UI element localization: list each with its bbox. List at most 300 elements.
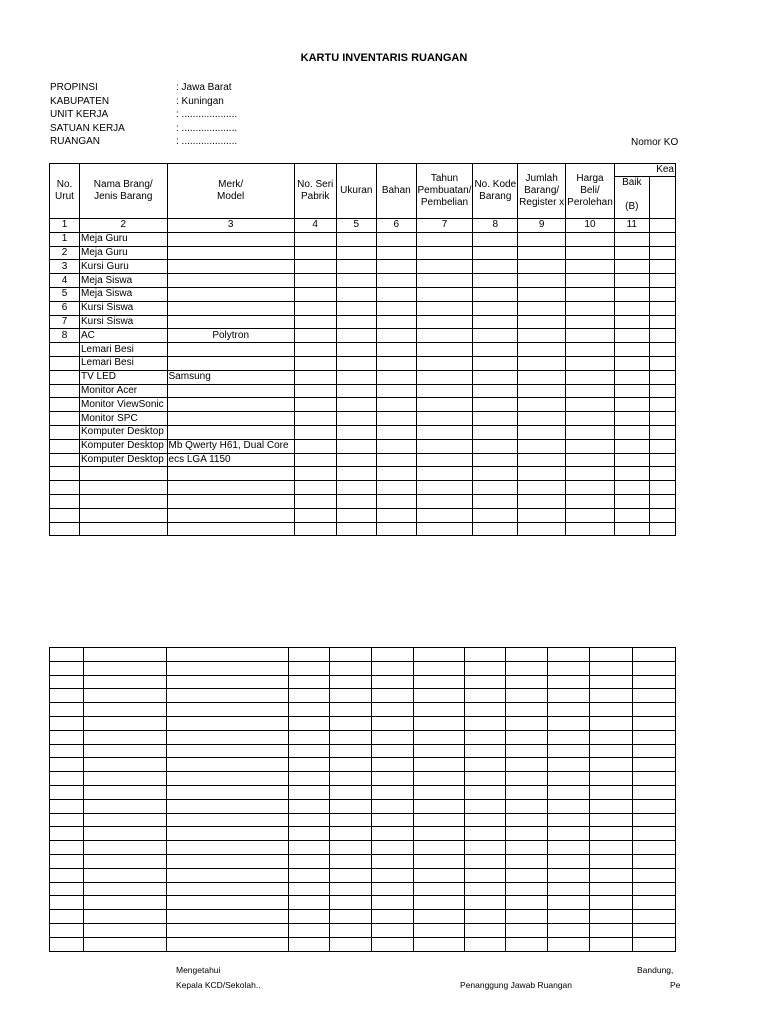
table-row [50, 453, 676, 467]
table-cell [50, 896, 84, 910]
table-cell [167, 703, 289, 717]
table-cell [371, 813, 414, 827]
table-cell [167, 827, 289, 841]
item-merk [167, 301, 294, 315]
table-cell [414, 854, 464, 868]
table-row [50, 689, 676, 703]
table-cell [294, 384, 336, 398]
item-merk [167, 356, 294, 370]
table-cell [464, 896, 505, 910]
table-cell [649, 329, 675, 343]
table-cell [649, 315, 675, 329]
table-cell [50, 675, 84, 689]
table-cell [505, 648, 548, 662]
table-cell [50, 882, 84, 896]
table-cell [371, 758, 414, 772]
header-merk: Merk/ Model [167, 164, 294, 219]
table-cell [548, 648, 590, 662]
table-cell [377, 274, 416, 288]
table-cell [590, 675, 633, 689]
table-cell [288, 772, 329, 786]
table-cell [473, 260, 518, 274]
table-cell [329, 744, 371, 758]
table-cell [548, 661, 590, 675]
table-cell [633, 785, 676, 799]
table-cell [505, 689, 548, 703]
item-number: 5 [50, 287, 80, 301]
table-row [50, 854, 676, 868]
info-value: : .................... [176, 136, 238, 148]
table-row [50, 508, 676, 522]
item-number: 8 [50, 329, 80, 343]
table-row [50, 315, 676, 329]
table-cell [377, 522, 416, 536]
table-cell [649, 522, 675, 536]
table-cell [288, 937, 329, 951]
table-cell [548, 730, 590, 744]
table-cell [505, 937, 548, 951]
table-cell [414, 841, 464, 855]
table-cell [548, 854, 590, 868]
table-cell [329, 675, 371, 689]
table-cell [414, 744, 464, 758]
item-name: Komputer Desktop [80, 439, 168, 453]
footer-bandung: Bandung, [637, 965, 674, 975]
table-cell [336, 453, 376, 467]
table-cell [464, 661, 505, 675]
table-cell [548, 799, 590, 813]
table-cell [336, 467, 376, 481]
table-cell [505, 716, 548, 730]
info-label: RUANGAN [50, 136, 101, 148]
table-row [50, 910, 676, 924]
table-cell [294, 453, 336, 467]
table-cell [84, 799, 167, 813]
table-cell [614, 481, 649, 495]
table-cell [50, 937, 84, 951]
item-name: Meja Siswa [80, 287, 168, 301]
table-cell [329, 854, 371, 868]
table-cell [329, 813, 371, 827]
table-cell [505, 758, 548, 772]
item-merk: Samsung [167, 370, 294, 384]
table-cell [50, 648, 84, 662]
item-merk [167, 315, 294, 329]
column-number: 4 [294, 219, 336, 233]
table-cell [548, 785, 590, 799]
table-cell [614, 301, 649, 315]
table-cell [518, 301, 566, 315]
header-jumlah: Jumlah Barang/ Register x [518, 164, 566, 219]
table-cell [414, 799, 464, 813]
table-cell [167, 648, 289, 662]
footer-penanggung: Penanggung Jawab Ruangan [460, 980, 573, 990]
table-cell [288, 758, 329, 772]
table-cell [167, 813, 289, 827]
table-cell [464, 689, 505, 703]
table-cell [377, 329, 416, 343]
table-cell [336, 384, 376, 398]
table-row [50, 425, 676, 439]
table-row [50, 522, 676, 536]
table-row [50, 274, 676, 288]
table-cell [473, 315, 518, 329]
item-number [50, 425, 80, 439]
table-cell [566, 439, 615, 453]
table-cell [566, 260, 615, 274]
table-cell [414, 923, 464, 937]
table-cell [590, 937, 633, 951]
table-cell [294, 508, 336, 522]
table-cell [505, 827, 548, 841]
table-cell [518, 412, 566, 426]
table-cell [288, 882, 329, 896]
table-cell [416, 287, 473, 301]
header-bahan: Bahan [377, 164, 416, 219]
table-cell [167, 716, 289, 730]
table-cell [464, 910, 505, 924]
table-cell [614, 425, 649, 439]
table-row [50, 937, 676, 951]
table-cell [336, 398, 376, 412]
table-cell [473, 467, 518, 481]
table-cell [84, 758, 167, 772]
table-cell [548, 716, 590, 730]
table-cell [50, 785, 84, 799]
table-cell [505, 730, 548, 744]
item-name: Kursi Siswa [80, 315, 168, 329]
table-cell [416, 329, 473, 343]
table-cell [84, 827, 167, 841]
table-row [50, 923, 676, 937]
table-cell [84, 675, 167, 689]
table-cell [377, 356, 416, 370]
table-cell [329, 648, 371, 662]
table-cell [505, 675, 548, 689]
header-nama-barang: Nama Brang/ Jenis Barang [80, 164, 168, 219]
table-cell [329, 758, 371, 772]
table-cell [167, 508, 294, 522]
table-cell [548, 675, 590, 689]
table-cell [518, 370, 566, 384]
footer-pe: Pe [670, 980, 681, 990]
table-cell [464, 868, 505, 882]
table-cell [473, 384, 518, 398]
table-cell [505, 896, 548, 910]
item-number [50, 412, 80, 426]
table-cell [50, 703, 84, 717]
table-cell [505, 841, 548, 855]
table-cell [548, 910, 590, 924]
table-cell [590, 841, 633, 855]
table-cell [505, 799, 548, 813]
table-cell [294, 274, 336, 288]
table-cell [329, 730, 371, 744]
info-value: : Kuningan [176, 95, 224, 107]
table-cell [518, 453, 566, 467]
info-value: : .................... [176, 109, 238, 121]
table-cell [167, 730, 289, 744]
table-cell [84, 868, 167, 882]
table-cell [416, 439, 473, 453]
table-cell [288, 868, 329, 882]
page-title: KARTU INVENTARIS RUANGAN [300, 52, 468, 64]
table-cell [84, 703, 167, 717]
table-cell [649, 467, 675, 481]
header-tahun: Tahun Pembuatan/ Pembelian [416, 164, 473, 219]
table-cell [336, 287, 376, 301]
table-row [50, 384, 676, 398]
item-name: Meja Guru [80, 232, 168, 246]
table-cell [473, 274, 518, 288]
nomor-label: Nomor KO [631, 137, 679, 148]
table-row [50, 232, 676, 246]
table-cell [548, 703, 590, 717]
table-cell [590, 785, 633, 799]
table-cell [505, 923, 548, 937]
table-cell [590, 799, 633, 813]
table-cell [294, 315, 336, 329]
table-cell [84, 785, 167, 799]
table-cell [416, 467, 473, 481]
table-cell [548, 689, 590, 703]
table-row [50, 648, 676, 662]
table-cell [633, 744, 676, 758]
table-cell [633, 923, 676, 937]
table-cell [518, 508, 566, 522]
table-cell [414, 648, 464, 662]
table-cell [50, 744, 84, 758]
table-cell [288, 923, 329, 937]
table-cell [371, 689, 414, 703]
table-cell [633, 882, 676, 896]
table-cell [590, 758, 633, 772]
table-cell [473, 287, 518, 301]
footer-mengetahui: Mengetahui [176, 965, 221, 975]
table-cell [329, 868, 371, 882]
item-merk [167, 412, 294, 426]
table-cell [464, 772, 505, 786]
column-number: 6 [377, 219, 416, 233]
table-cell [294, 522, 336, 536]
table-row [50, 246, 676, 260]
table-cell [566, 343, 615, 357]
table-cell [505, 772, 548, 786]
table-cell [80, 522, 168, 536]
item-merk [167, 384, 294, 398]
table-cell [473, 508, 518, 522]
table-cell [416, 301, 473, 315]
table-cell [649, 274, 675, 288]
table-cell [329, 785, 371, 799]
table-cell [518, 329, 566, 343]
table-cell [84, 730, 167, 744]
table-cell [167, 785, 289, 799]
table-row [50, 827, 676, 841]
table-cell [329, 772, 371, 786]
table-cell [548, 868, 590, 882]
table-cell [329, 799, 371, 813]
table-cell [371, 703, 414, 717]
table-cell [167, 689, 289, 703]
table-cell [566, 508, 615, 522]
table-cell [371, 910, 414, 924]
table-cell [416, 522, 473, 536]
table-cell [464, 813, 505, 827]
table-cell [548, 896, 590, 910]
table-cell [566, 356, 615, 370]
table-cell [548, 758, 590, 772]
table-cell [464, 716, 505, 730]
table-cell [566, 232, 615, 246]
table-cell [566, 522, 615, 536]
table-row [50, 675, 676, 689]
table-cell [80, 508, 168, 522]
table-row [50, 661, 676, 675]
table-cell [548, 827, 590, 841]
table-cell [464, 882, 505, 896]
column-number: 3 [167, 219, 294, 233]
table-cell [614, 412, 649, 426]
item-name: Lemari Besi [80, 356, 168, 370]
table-cell [614, 453, 649, 467]
table-cell [294, 301, 336, 315]
table-cell [167, 910, 289, 924]
table-cell [633, 813, 676, 827]
inventory-table-continued [49, 647, 676, 952]
item-number [50, 384, 80, 398]
table-cell [566, 425, 615, 439]
table-cell [50, 758, 84, 772]
table-cell [633, 703, 676, 717]
table-cell [505, 868, 548, 882]
table-cell [633, 758, 676, 772]
item-name: Monitor ViewSonic [80, 398, 168, 412]
table-cell [566, 301, 615, 315]
table-cell [590, 813, 633, 827]
table-cell [566, 274, 615, 288]
table-cell [329, 923, 371, 937]
table-cell [288, 896, 329, 910]
table-row [50, 370, 676, 384]
item-number [50, 356, 80, 370]
table-cell [518, 356, 566, 370]
table-cell [464, 703, 505, 717]
table-cell [50, 799, 84, 813]
info-label: PROPINSI [50, 82, 98, 93]
table-cell [614, 329, 649, 343]
header-no-urut: No. Urut [50, 164, 80, 219]
table-cell [167, 467, 294, 481]
table-row [50, 287, 676, 301]
table-row [50, 356, 676, 370]
column-number [649, 219, 675, 233]
table-cell [614, 232, 649, 246]
table-cell [50, 813, 84, 827]
inventory-table [49, 163, 676, 536]
table-cell [566, 412, 615, 426]
table-cell [518, 287, 566, 301]
table-cell [518, 260, 566, 274]
table-cell [294, 467, 336, 481]
table-cell [329, 661, 371, 675]
table-cell [371, 716, 414, 730]
table-cell [336, 343, 376, 357]
table-cell [614, 398, 649, 412]
table-cell [473, 398, 518, 412]
item-merk [167, 246, 294, 260]
table-cell [288, 730, 329, 744]
table-cell [336, 370, 376, 384]
table-cell [371, 675, 414, 689]
table-cell [294, 329, 336, 343]
table-cell [371, 772, 414, 786]
table-cell [84, 689, 167, 703]
table-cell [633, 799, 676, 813]
table-cell [167, 882, 289, 896]
table-cell [371, 827, 414, 841]
table-cell [288, 675, 329, 689]
table-cell [566, 453, 615, 467]
item-merk [167, 398, 294, 412]
table-cell [548, 882, 590, 896]
table-cell [633, 896, 676, 910]
table-cell [649, 246, 675, 260]
column-number-row [50, 219, 676, 233]
table-cell [416, 425, 473, 439]
table-cell [518, 398, 566, 412]
table-cell [167, 841, 289, 855]
table-cell [518, 232, 566, 246]
table-cell [294, 260, 336, 274]
table-cell [336, 315, 376, 329]
table-cell [416, 356, 473, 370]
table-cell [566, 384, 615, 398]
table-cell [84, 937, 167, 951]
table-cell [167, 522, 294, 536]
table-cell [414, 772, 464, 786]
table-cell [548, 772, 590, 786]
table-cell [518, 481, 566, 495]
table-cell [371, 882, 414, 896]
table-cell [414, 703, 464, 717]
table-cell [414, 758, 464, 772]
table-cell [167, 896, 289, 910]
table-row [50, 481, 676, 495]
column-number: 2 [80, 219, 168, 233]
table-cell [50, 923, 84, 937]
table-cell [649, 398, 675, 412]
table-cell [416, 246, 473, 260]
table-cell [518, 425, 566, 439]
table-cell [633, 661, 676, 675]
table-cell [473, 301, 518, 315]
table-cell [371, 937, 414, 951]
table-cell [329, 896, 371, 910]
item-name: Komputer Desktop [80, 453, 168, 467]
table-cell [633, 868, 676, 882]
table-cell [50, 689, 84, 703]
table-cell [590, 744, 633, 758]
table-cell [416, 481, 473, 495]
table-cell [633, 772, 676, 786]
table-cell [371, 730, 414, 744]
table-cell [371, 923, 414, 937]
table-row [50, 716, 676, 730]
item-number [50, 439, 80, 453]
table-row [50, 703, 676, 717]
table-cell [590, 854, 633, 868]
